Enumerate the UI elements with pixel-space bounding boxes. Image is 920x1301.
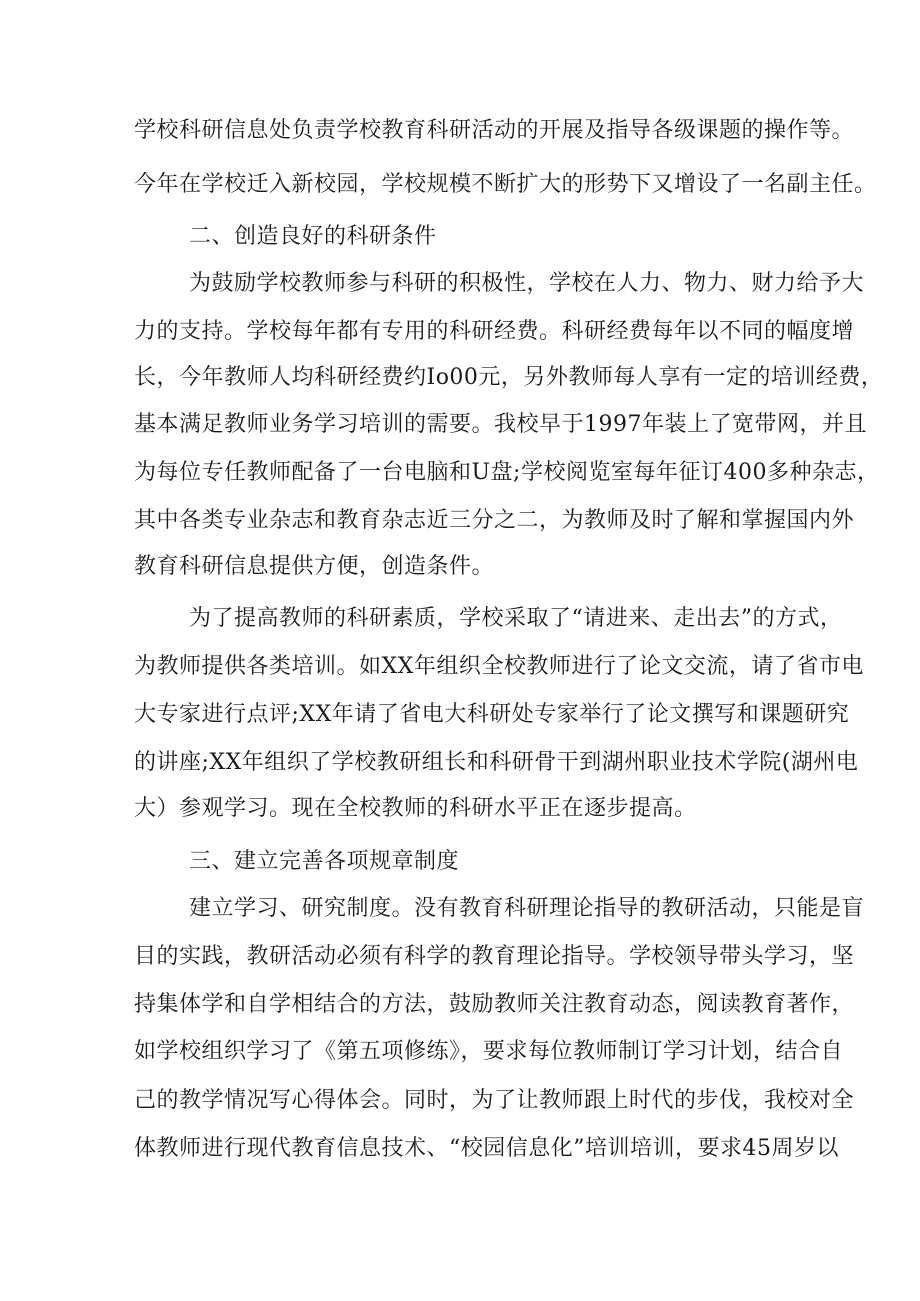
text-line: 目的实践，教研活动必须有科学的教育理论指导。学校领导带头学习，坚	[134, 944, 855, 969]
text-line: 大专家进行点评;XX年请了省电大科研处专家举行了论文撰写和课题研究	[134, 702, 850, 727]
section-heading: 二、创造良好的科研条件	[189, 224, 437, 249]
text-line: 为鼓励学校教师参与科研的积极性，学校在人力、物力、财力给予大	[189, 271, 865, 296]
text-line: 为教师提供各类培训。如XX年组织全校教师进行了论文交流，请了省市电	[134, 654, 864, 679]
text-line: 今年在学校迁入新校园，学校规模不断扩大的形势下又增设了一名副主任。	[134, 172, 877, 197]
text-line: 学校科研信息处负责学校教育科研活动的开展及指导各级课题的操作等。	[134, 118, 855, 143]
text-line: 的讲座;XX年组织了学校教研组长和科研骨干到湖州职业技术学院(湖州电	[134, 750, 859, 775]
text-line: 长，今年教师人均科研经费约Io00元，另外教师每人享有一定的培训经费，	[134, 365, 884, 390]
text-line: 大）参观学习。现在全校教师的科研水平正在逐步提高。	[134, 796, 697, 821]
text-line: 力的支持。学校每年都有专用的科研经费。科研经费每年以不同的幅度增	[134, 319, 855, 344]
text-line: 体教师进行现代教育信息技术、“校园信息化”培训培训，要求45周岁以	[134, 1136, 839, 1161]
text-line: 为了提高教师的科研素质，学校采取了“请进来、走出去”的方式，	[189, 606, 843, 631]
text-line: 为每位专任教师配备了一台电脑和U盘;学校阅览室每年征订400多种杂志，	[134, 460, 880, 485]
text-line: 持集体学和自学相结合的方法，鼓励教师关注教育动态，阅读教育著作，	[134, 992, 855, 1017]
text-line: 己的教学情况写心得体会。同时，为了让教师跟上时代的步伐，我校对全	[134, 1088, 855, 1113]
section-heading: 三、建立完善各项规章制度	[189, 849, 460, 874]
text-line: 建立学习、研究制度。没有教育科研理论指导的教研活动，只能是盲	[189, 896, 865, 921]
text-line: 教育科研信息提供方便，创造条件。	[134, 554, 495, 579]
text-line: 如学校组织学习了《第五项修练》，要求每位教师制订学习计划，结合自	[134, 1039, 844, 1064]
text-line: 基本满足教师业务学习培训的需要。我校早于1997年装上了宽带网，并且	[134, 412, 867, 437]
text-line: 其中各类专业杂志和教育杂志近三分之二，为教师及时了解和掌握国内外	[134, 508, 855, 533]
